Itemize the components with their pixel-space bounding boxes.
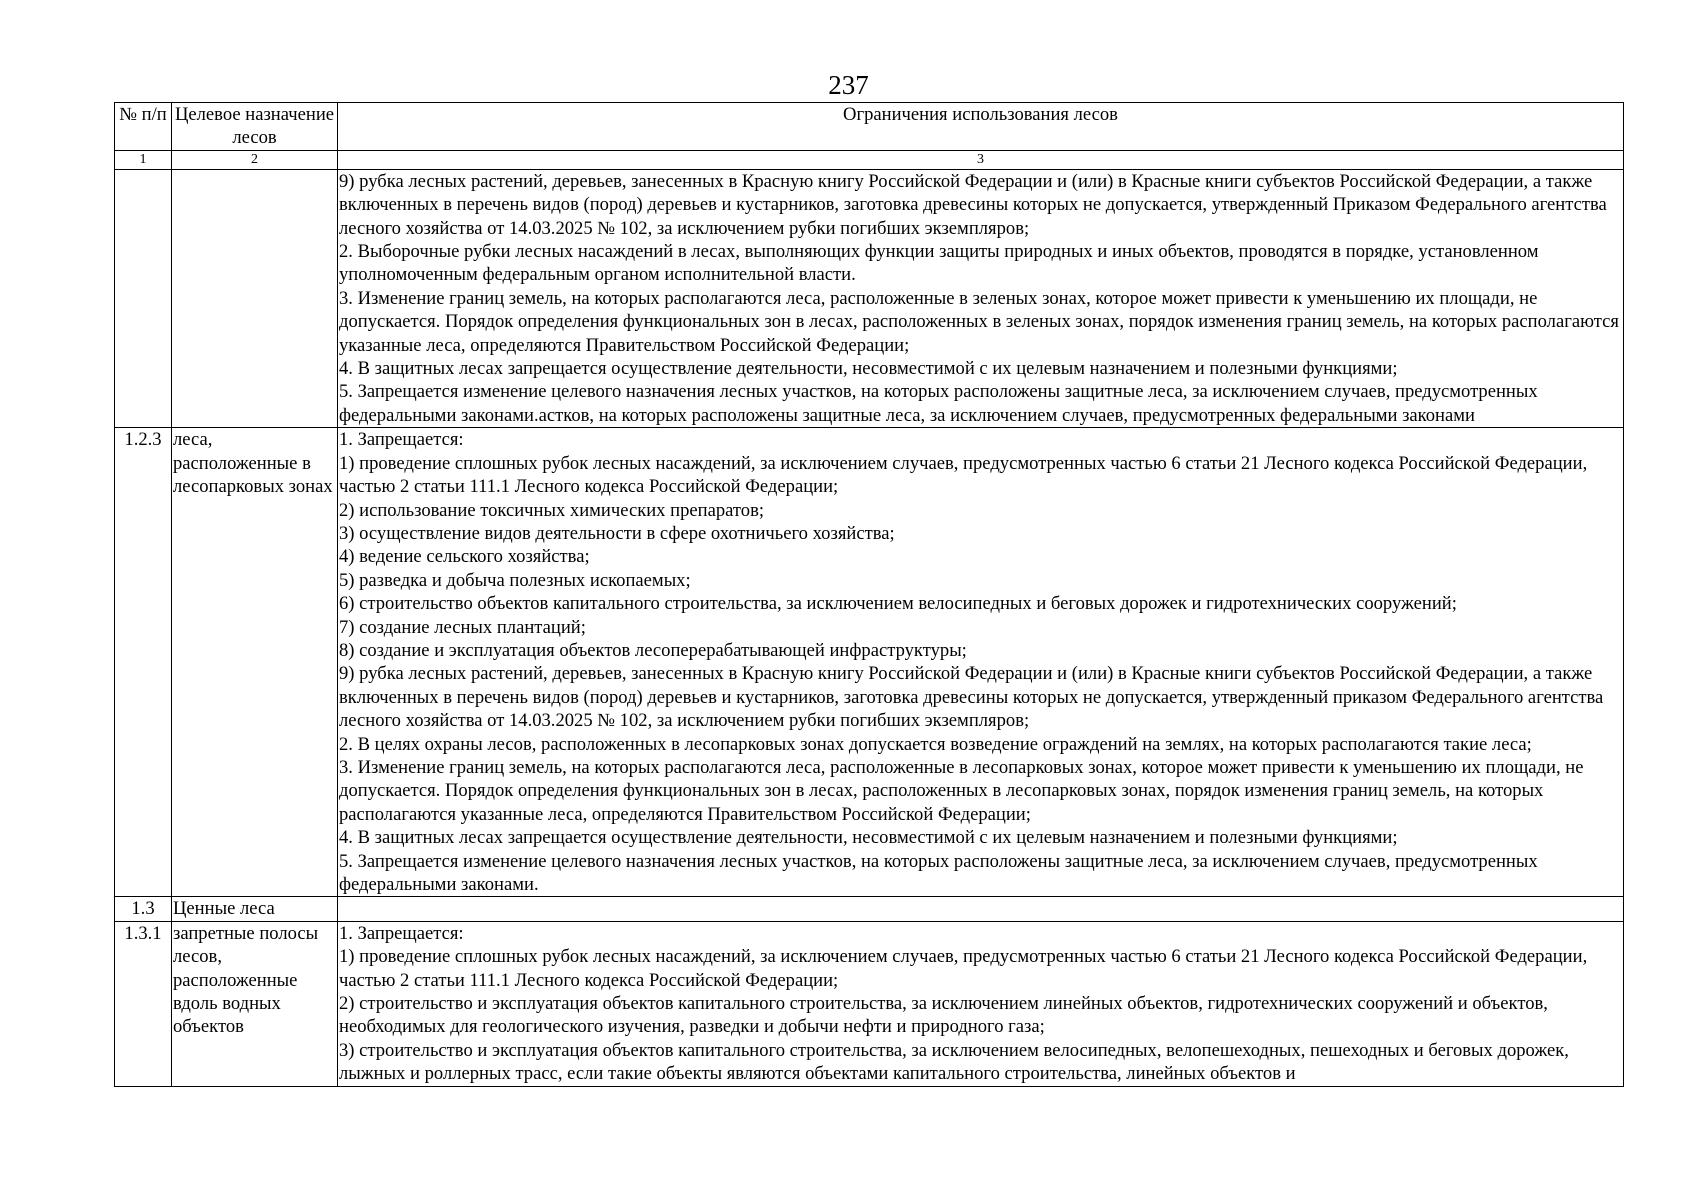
restriction-line: 7) создание лесных плантаций; — [339, 616, 586, 638]
table-row — [115, 428, 1624, 897]
restrictions-table — [114, 102, 1624, 1087]
page-number: 237 — [828, 70, 869, 100]
table-header — [115, 103, 1624, 170]
header-restrictions: Ограничения использования лесов — [338, 103, 1624, 151]
restriction-line: 4. В защитных лесах запрещается осуществление деятельности, несовместимой с их целевым назначением и полезными функциями; — [339, 827, 1398, 849]
restriction-line: 9) рубка лесных растений, деревьев, занесенных в Красную книгу Российской Федерации и (или) в Красные книги субъектов Российской Федерации, а также включенных в перечень видов (пород) деревьев и кустарников, заготовка древесины которых не допускается, утвержденный приказом Федерального агентства лесного хозяйства от 14.03.2025 № 102, за исключением рубки погибших экземпляров; — [339, 663, 1604, 732]
header-col-index-3: 3 — [338, 150, 1624, 169]
restriction-line: 3. Изменение границ земель, на которых располагаются леса, расположенные в лесопарковых зонах, которое может привести к уменьшению их площади, не допускается. Порядок определения функциональных зон в лесах, расположенных в лесопарковых зонах, порядок изменения границ земель, на которых располагаются указанные леса, определяются Правительством Российской Федерации; — [339, 756, 1584, 825]
row-restrictions — [338, 897, 1624, 921]
row-restrictions — [338, 428, 1624, 897]
restriction-line: 9) рубка лесных растений, деревьев, занесенных в Красную книгу Российской Федерации и (или) в Красные книги субъектов Российской Федерации, а также включенных в перечень видов (пород) деревьев и кустарников, заготовка древесины которых не допускается, утвержденный Приказом Федерального агентства лесного хозяйства от 14.03.2025 № 102, за исключением рубки погибших экземпляров; — [339, 170, 1607, 239]
restriction-line: 4. В защитных лесах запрещается осуществление деятельности, несовместимой с их целевым назначением и полезными функциями; — [339, 358, 1398, 380]
row-purpose: Ценные леса — [172, 897, 338, 921]
header-col-index-1: 1 — [115, 150, 172, 169]
restriction-line: 4) ведение сельского хозяйства; — [339, 546, 590, 568]
restriction-line: 2) использование токсичных химических препаратов; — [339, 499, 765, 521]
restriction-line: 3) строительство и эксплуатация объектов капитального строительства, за исключением велосипедных, велопешеходных, пешеходных и беговых дорожек, лыжных и роллерных трасс, если такие объекты являются объектами капитального строительства, линейных объектов и — [339, 1039, 1569, 1085]
table-row — [115, 897, 1624, 921]
header-col-index-2: 2 — [172, 150, 338, 169]
row-purpose: леса, расположенные в лесопарковых зонах — [172, 428, 338, 897]
restriction-line: 5. Запрещается изменение целевого назначения лесных участков, на которых расположены защитные леса, за исключением случаев, предусмотренных федеральными законами.астков, на которых расположены защитные леса, за исключением случаев, предусмотренных федеральными законами — [339, 381, 1538, 426]
table-row — [115, 921, 1624, 1086]
row-purpose: запретные полосы лесов, расположенные вдоль водных объектов — [172, 921, 338, 1086]
restriction-line: 5. Запрещается изменение целевого назначения лесных участков, на которых расположены защитные леса, за исключением случаев, предусмотренных федеральными законами. — [339, 850, 1538, 895]
restriction-line: 3. Изменение границ земель, на которых располагаются леса, расположенные в зеленых зонах, которое может привести к уменьшению их площади, не допускается. Порядок определения функциональных зон в лесах, расположенных в зеленых зонах, порядок изменения границ земель, на которых располагаются указанные леса, определяются Правительством Российской Федерации; — [339, 287, 1619, 356]
restriction-line: 2. Выборочные рубки лесных насаждений в лесах, выполняющих функции защиты природных и иных объектов, проводятся в порядке, установленном уполномоченным федеральным органом исполнительной власти. — [339, 241, 1539, 286]
row-restrictions — [338, 921, 1624, 1086]
table-row — [115, 169, 1624, 427]
restriction-line: 2. В целях охраны лесов, расположенных в лесопарковых зонах допускается возведение ограждений на землях, на которых располагаются такие леса; — [339, 733, 1532, 755]
restriction-line: 5) разведка и добыча полезных ископаемых; — [339, 569, 691, 591]
header-number: № п/п — [115, 103, 172, 151]
restriction-line: 1) проведение сплошных рубок лесных насаждений, за исключением случаев, предусмотренных частью 6 статьи 21 Лесного кодекса Российской Федерации, частью 2 статьи 111.1 Лесного кодекса Российской Федерации; — [339, 452, 1588, 498]
restriction-line: 6) строительство объектов капитального строительства, за исключением велосипедных и беговых дорожек и гидротехнических сооружений; — [339, 593, 1457, 615]
restriction-line: 3) осуществление видов деятельности в сфере охотничьего хозяйства; — [339, 522, 895, 544]
restriction-line: 1. Запрещается: — [339, 922, 464, 944]
row-number: 1.3 — [115, 897, 172, 921]
restriction-line: 1) проведение сплошных рубок лесных насаждений, за исключением случаев, предусмотренных частью 6 статьи 21 Лесного кодекса Российской Федерации, частью 2 статьи 111.1 Лесного кодекса Российской Федерации; — [339, 946, 1588, 991]
row-number: 1.2.3 — [115, 428, 172, 897]
restriction-line: 1. Запрещается: — [339, 429, 464, 451]
row-number: 1.3.1 — [115, 921, 172, 1086]
row-restrictions — [338, 169, 1624, 427]
restriction-line: 2) строительство и эксплуатация объектов капитального строительства, за исключением линейных объектов, гидротехнических сооружений и объектов, необходимых для геологического изучения, разведки и добычи нефти и природного газа; — [339, 993, 1548, 1038]
row-number — [115, 169, 172, 427]
header-purpose: Целевое назначение лесов — [172, 103, 338, 151]
row-purpose — [172, 169, 338, 427]
restriction-line: 8) создание и эксплуатация объектов лесоперерабатывающей инфраструктуры; — [339, 639, 967, 661]
